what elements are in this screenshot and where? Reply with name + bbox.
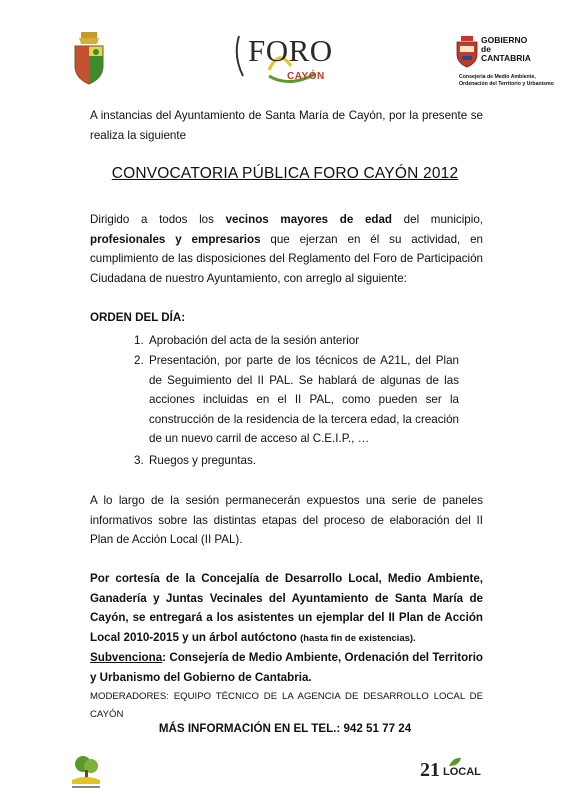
recipients-bold-2: profesionales y empresarios bbox=[90, 232, 261, 246]
gobierno-cantabria-department bbox=[459, 74, 564, 87]
order-item-text: Presentación, por parte de los técnicos de A21L, del Plan de Seguimiento del II PAL. Se hablará de algunas de las acciones incluidas en el II PAL, como pueden ser la construcción de la residencia de la tercera edad, la creación de un nuevo carril de acceso al C.E.I.P., … bbox=[149, 354, 459, 446]
logo-21-text: 21 bbox=[420, 759, 440, 781]
gov-line-3: CANTABRIA bbox=[481, 53, 531, 63]
gov-line-2: de bbox=[481, 44, 491, 54]
recipients-text-3: que ejerzan en él su actividad, en cumplimiento de las disposiciones del Reglamento del Foro de Participación Ciudadana de nuestro Ayuntamiento, con arreglo al siguiente: bbox=[90, 232, 483, 285]
moderators-line: MODERADORES: EQUIPO TÉCNICO DE LA AGENCIA DE DESARROLLO LOCAL DE CAYÓN bbox=[90, 691, 483, 720]
town-coat-of-arms-icon bbox=[72, 30, 106, 86]
gobierno-cantabria-shield-icon bbox=[456, 36, 478, 68]
recipients-paragraph bbox=[90, 210, 483, 288]
courtesy-note: (hasta fin de existencias). bbox=[300, 632, 416, 644]
recipients-text-1: Dirigido a todos los bbox=[90, 213, 226, 226]
recipients-bold-1: vecinos mayores de edad bbox=[225, 213, 393, 226]
gobierno-cantabria-title bbox=[481, 36, 531, 63]
agenda-21-local-logo bbox=[420, 757, 481, 787]
panels-paragraph: A lo largo de la sesión permanecerán expuestos una serie de paneles informativos sobre las distintas etapas del proceso de elaboración del II Plan de Acción Local (II PAL). bbox=[90, 494, 483, 547]
agenda-local-tree-logo-icon bbox=[70, 752, 102, 792]
order-item-number: 3. bbox=[134, 454, 144, 467]
order-item-3 bbox=[134, 451, 459, 471]
intro-paragraph: A instancias del Ayuntamiento de Santa María de Cayón, por la presente se realiza la siguiente bbox=[90, 109, 483, 142]
courtesy-paragraph bbox=[90, 569, 483, 648]
order-item-number: 2. bbox=[134, 354, 144, 367]
leaf-icon bbox=[448, 757, 462, 767]
subvenciona-text: : Consejería de Medio Ambiente, Ordenación del Territorio y Urbanismo del Gobierno de Cantabria. bbox=[90, 651, 483, 684]
subvenciona-label: Subvenciona bbox=[90, 651, 163, 664]
order-item-text: Ruegos y preguntas. bbox=[149, 454, 256, 467]
logo-local-text: LOCAL bbox=[443, 766, 481, 778]
gov-sub-line-1: Consejería de Medio Ambiente, bbox=[459, 74, 536, 80]
order-item-number: 1. bbox=[134, 334, 144, 347]
document-title: CONVOCATORIA PÚBLICA FORO CAYÓN 2012 bbox=[111, 165, 459, 182]
more-info-line: MÁS INFORMACIÓN EN EL TEL.: 942 51 77 24 bbox=[158, 722, 412, 735]
gov-sub-line-2: Ordenación del Territorio y Urbanismo bbox=[459, 80, 554, 87]
subvenciona-paragraph bbox=[90, 648, 483, 687]
gov-line-1: GOBIERNO bbox=[481, 35, 528, 45]
order-item-text: Aprobación del acta de la sesión anterior bbox=[149, 334, 360, 347]
order-heading: ORDEN DEL DÍA: bbox=[90, 311, 186, 324]
foro-logo-subtitle: CAYÓN bbox=[287, 71, 325, 82]
order-item-2 bbox=[134, 351, 459, 449]
foro-logo-word: FORO bbox=[248, 33, 333, 68]
courtesy-text: Por cortesía de la Concejalía de Desarrollo Local, Medio Ambiente, Ganadería y Juntas Vecinales del Ayuntamiento de Santa María de Cayón, se entregará a los asistentes un ejemplar del II Plan de Acción Local 2010-2015 y un árbol autóctono bbox=[90, 572, 483, 644]
order-item-1 bbox=[134, 331, 459, 351]
recipients-text-2: del municipio, bbox=[392, 213, 483, 226]
